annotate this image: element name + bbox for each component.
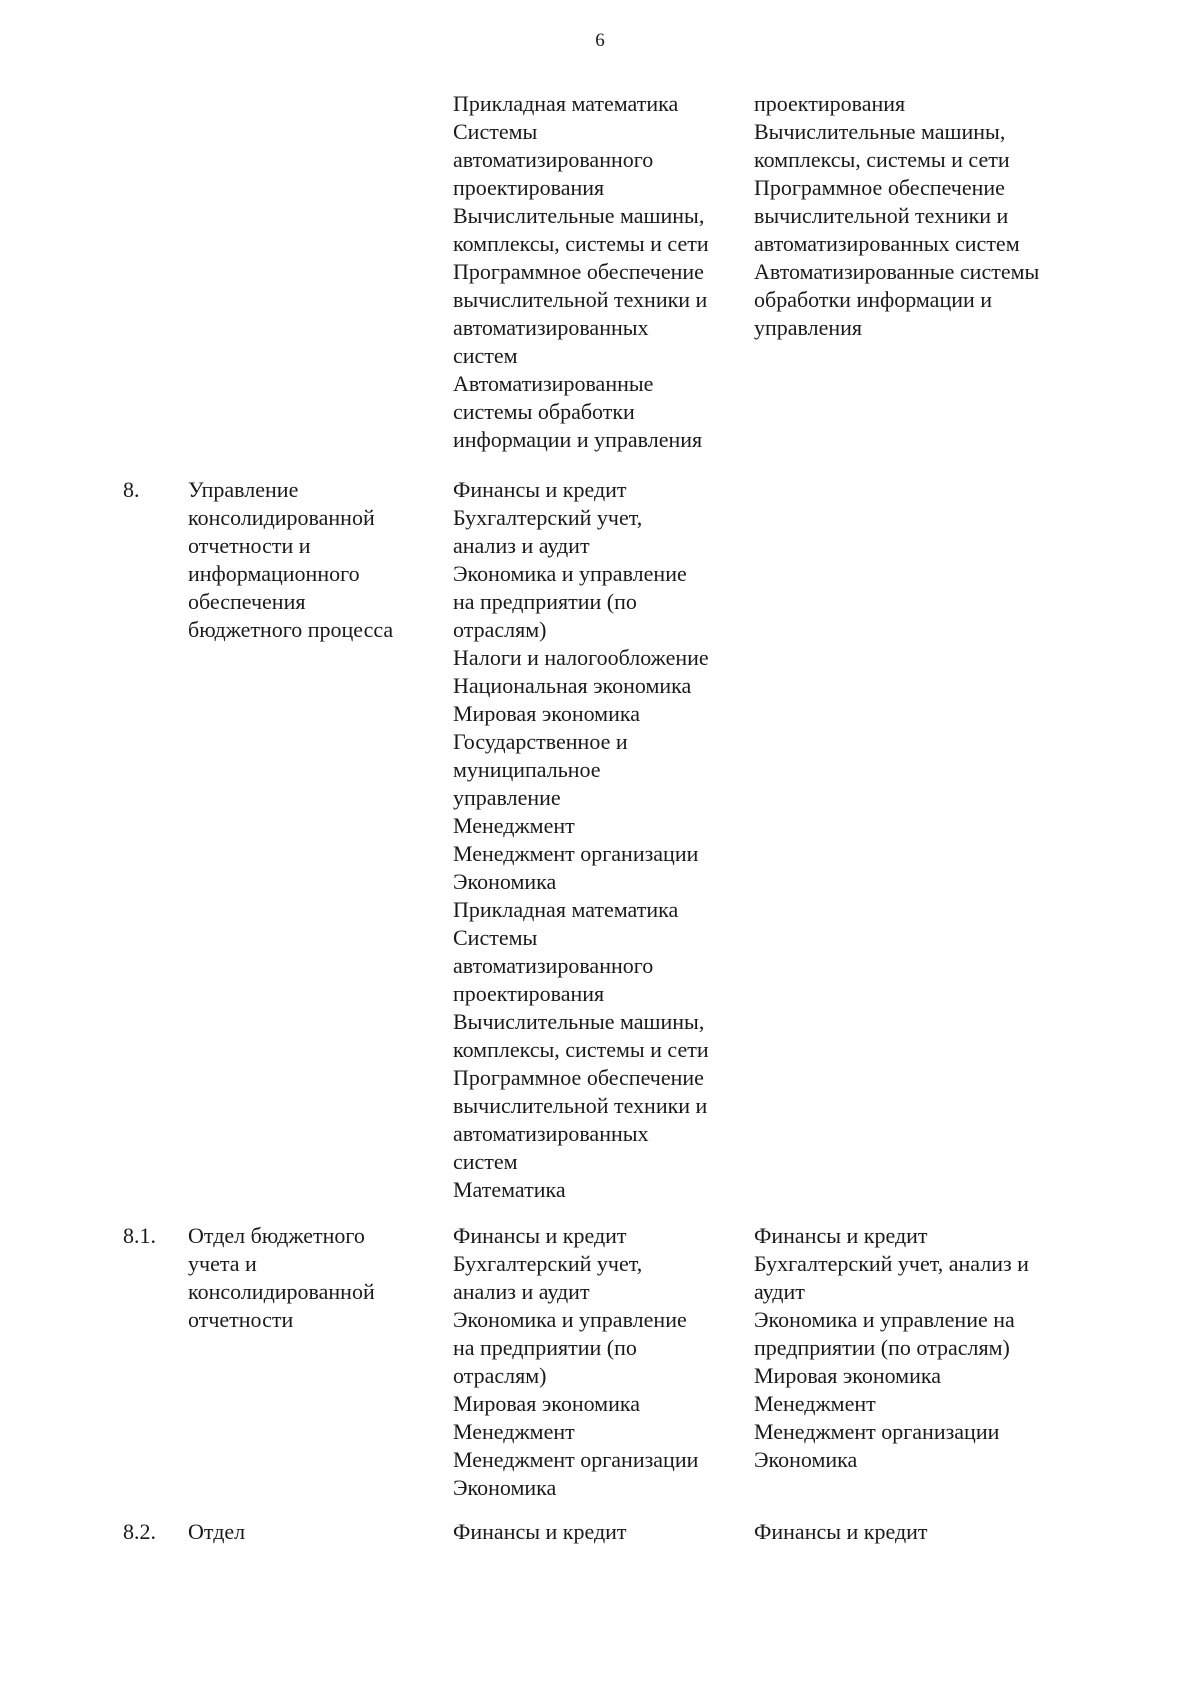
row-number: 8.2.	[123, 1519, 156, 1544]
table-row	[0, 1222, 1200, 1500]
page-number: 6	[595, 30, 605, 51]
specialties-column-b: Финансы и кредит	[754, 1519, 928, 1544]
table-row	[0, 476, 1200, 1202]
specialties-column-a: Прикладная математика Системы автоматизированного проектирования Вычислительные машины, комплексы, системы и сети Программное обеспечение вычислительной техники и автоматизированных систем Автоматизированные системы обработки информации и управления	[453, 91, 709, 452]
specialties-column-b: Финансы и кредит Бухгалтерский учет, анализ и аудит Экономика и управление на предприятии (по отраслям) Мировая экономика Менеджмент Менеджмент организации Экономика	[754, 1223, 1029, 1472]
row-number: 8.1.	[123, 1223, 156, 1248]
specialties-column-a: Финансы и кредит Бухгалтерский учет, анализ и аудит Экономика и управление на предприятии (по отраслям) Налоги и налогообложение Национальная экономика Мировая экономика Государственное и муниципальное управление Менеджмент Менеджмент организации Экономика Прикладная математика Системы автоматизированного проектирования Вычислительные машины, комплексы, системы и сети Программное обеспечение вычислительной техники и автоматизированных систем Математика	[453, 477, 709, 1202]
department-title: Управление консолидированной отчетности и информационного обеспечения бюджетного процесса	[188, 477, 394, 642]
specialties-column-a: Финансы и кредит	[453, 1519, 627, 1544]
department-title: Отдел	[188, 1519, 246, 1544]
table-row	[0, 1518, 1200, 1544]
row-number: 8.	[123, 477, 140, 502]
specialties-column-b: проектирования Вычислительные машины, комплексы, системы и сети Программное обеспечение вычислительной техники и автоматизированных систем Автоматизированные системы обработки информации и управления	[754, 91, 1040, 340]
specialties-column-a: Финансы и кредит Бухгалтерский учет, анализ и аудит Экономика и управление на предприятии (по отраслям) Мировая экономика Менеджмент Менеджмент организации Экономика	[453, 1223, 699, 1500]
department-title: Отдел бюджетного учета и консолидированной отчетности	[188, 1223, 375, 1332]
table-row	[0, 90, 1200, 452]
